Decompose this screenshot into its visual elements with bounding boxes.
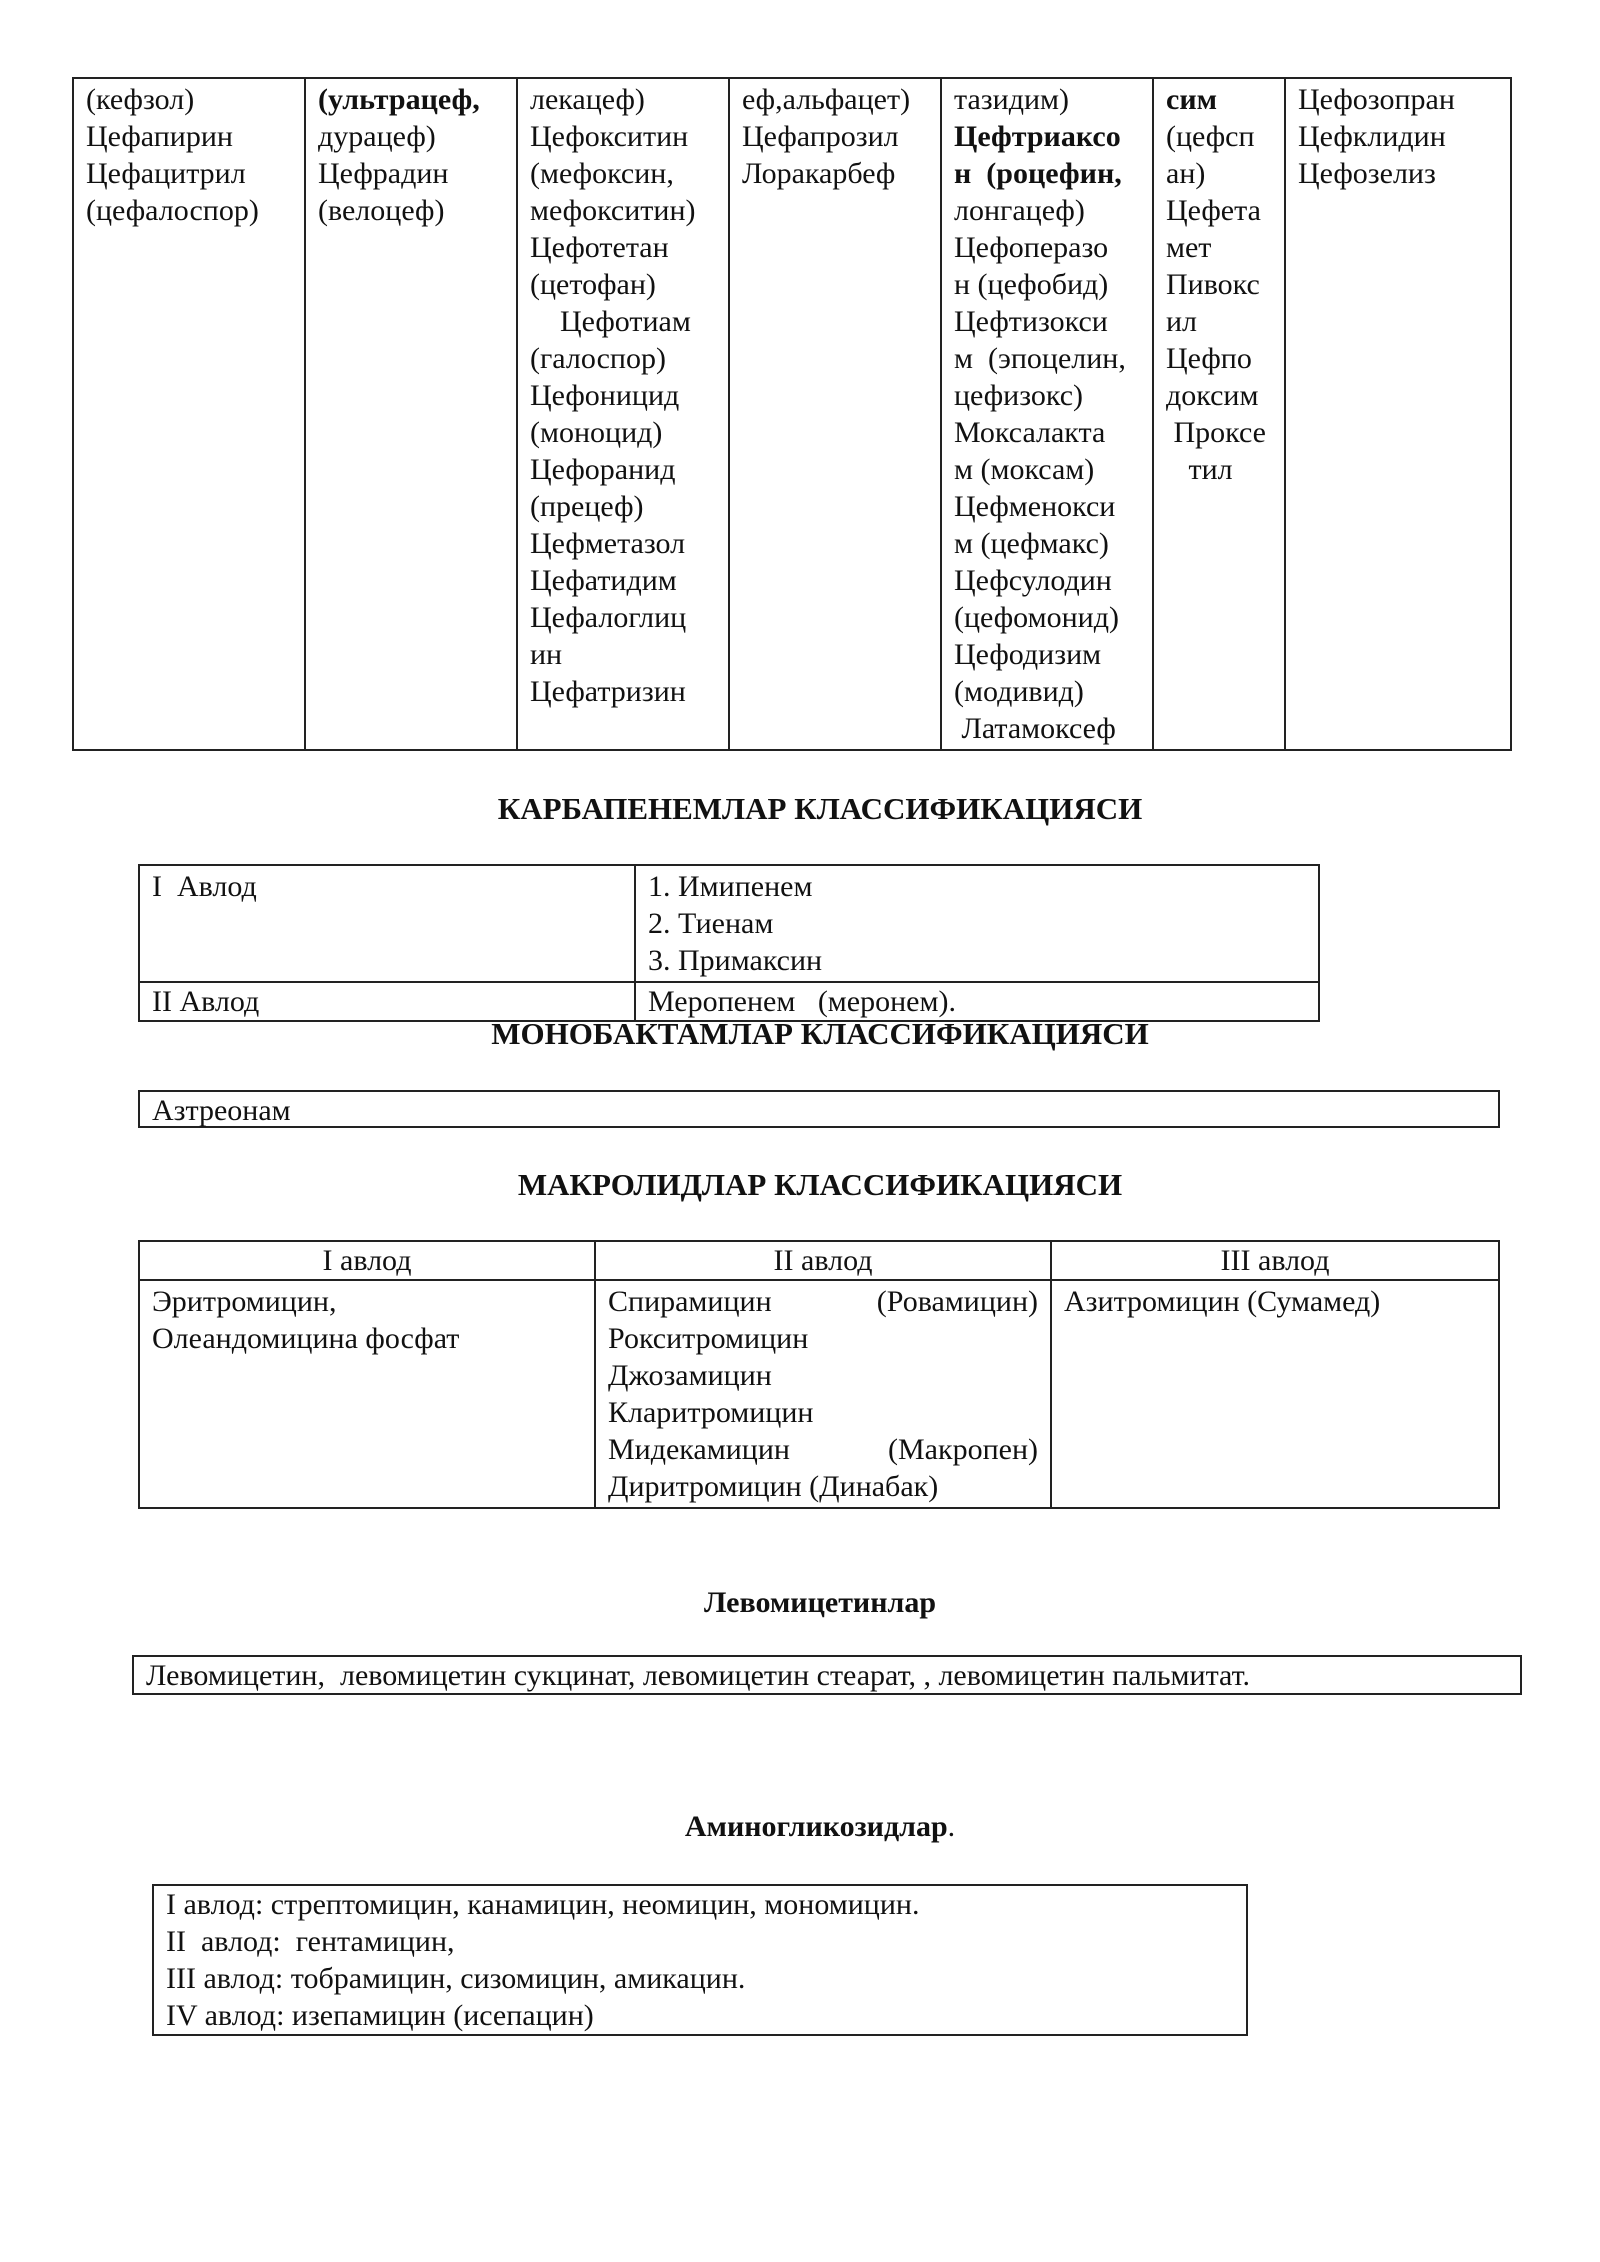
aminoglycosides-box: I авлод: стрептомицин, канамицин, неомицин, мономицин. II авлод: гентамицин, III авлод: тобрамицин, сизомицин, амикацин. IV авлод: изепамицин (исепацин): [152, 1884, 1248, 2036]
ceph-col-6: сим (цефсп ан) Цефета мет Пивокс ил Цефпо доксим Проксе тил: [1153, 78, 1285, 750]
carbapenems-title: КАРБАПЕНЕМЛАР КЛАССИФИКАЦИЯСИ: [497, 791, 1143, 826]
macrolides-title: МАКРОЛИДЛАР КЛАССИФИКАЦИЯСИ: [517, 1167, 1123, 1202]
ceph-col-4: еф,альфацет) Цефапрозил Лоракарбеф: [729, 78, 941, 750]
carbapenem-drugs-cell: 1. Имипенем 2. Тиенам 3. Примаксин: [635, 865, 1319, 982]
monobactams-box: Азтреонам: [138, 1090, 1500, 1128]
macrolides-table: [138, 1240, 1500, 1509]
list-item: Диритромицин (Динабак): [608, 1470, 939, 1503]
list-item: Кларитромицин: [608, 1396, 814, 1429]
macrolides-gen-3-cell: Азитромицин (Сумамед): [1051, 1280, 1499, 1508]
table-header-row: [139, 1241, 1499, 1280]
list-item: Спирамицин (Ровамицин): [608, 1285, 1038, 1318]
carbapenem-gen-cell: II Авлод: [139, 982, 635, 1021]
levomycetins-title: Левомицетинлар: [703, 1586, 937, 1619]
header-gen-3: III авлод: [1051, 1241, 1499, 1280]
list-item: Мидекамицин (Макропен): [608, 1433, 1038, 1466]
macrolides-gen-1-cell: Эритромицин, Олеандомицина фосфат: [139, 1280, 595, 1508]
ceph-col-2: (ультрацеф, дурацеф) Цефрадин (велоцеф): [305, 78, 517, 750]
list-item: Рокситромицин: [608, 1322, 809, 1355]
ceph-col-5: тазидим) Цефтриаксо н (роцефин, лонгацеф) Цефоперазо н (цефобид) Цефтизокси м (эпоцелин, цефизокс) Моксалакта м (моксам) Цефменокси м (цефмакс) Цефсулодин (цефомонид) Цефодизим (модивид) Латамоксеф: [941, 78, 1153, 750]
monobactams-title: МОНОБАКТАМЛАР КЛАССИФИКАЦИЯСИ: [491, 1016, 1149, 1051]
ceph-col-1: (кефзол) Цефапирин Цефацитрил (цефалоспор): [73, 78, 305, 750]
macrolides-gen-2-cell: [595, 1280, 1051, 1508]
carbapenems-table: [138, 864, 1320, 1022]
header-gen-1: I авлод: [139, 1241, 595, 1280]
carbapenem-drugs-cell: Меропенем (меронем).: [635, 982, 1319, 1021]
ceph-col-7: Цефозопран Цефклидин Цефозелиз: [1285, 78, 1511, 750]
header-gen-2: II авлод: [595, 1241, 1051, 1280]
levomycetins-box: Левомицетин, левомицетин сукцинат, левомицетин стеарат, , левомицетин пальмитат.: [132, 1655, 1522, 1695]
table-row: [139, 1280, 1499, 1508]
aminoglycosides-title: Аминогликозидлар.: [684, 1810, 956, 1843]
ceph-col-3: лекацеф) Цефокситин (мефоксин, мефокситин) Цефотетан (цетофан) Цефотиам (галоспор) Цефоницид (моноцид) Цефоранид (прецеф) Цефметазол Цефатидим Цефалоглиц ин Цефатризин: [517, 78, 729, 750]
table-row: [139, 865, 1319, 982]
cephalosporins-table: [72, 77, 1512, 751]
list-item: Джозамицин: [608, 1359, 772, 1392]
carbapenem-gen-cell: I Авлод: [139, 865, 635, 982]
